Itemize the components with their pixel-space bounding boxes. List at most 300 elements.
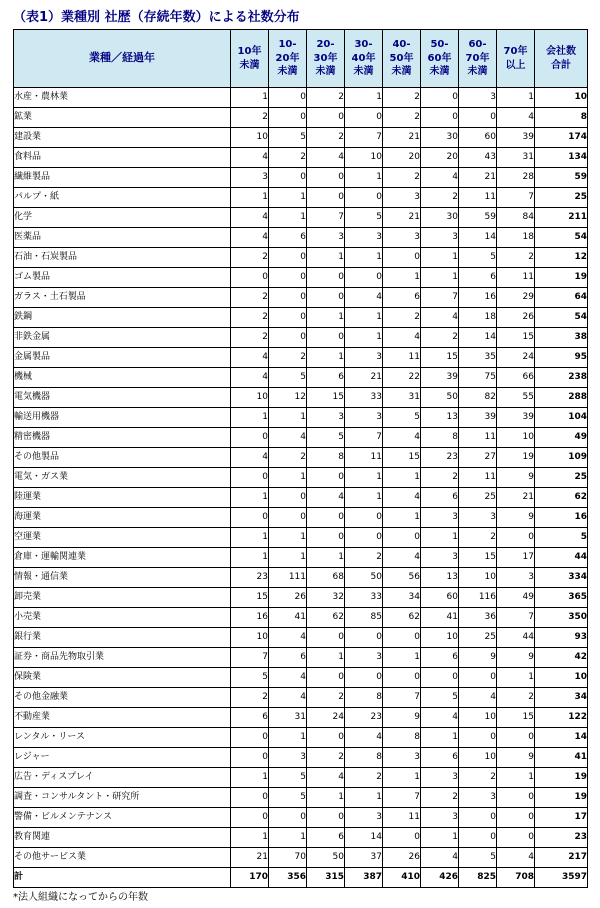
- industry-name: その他サービス業: [14, 848, 231, 868]
- count-cell: 4: [307, 148, 345, 168]
- industry-name: 海運業: [14, 508, 231, 528]
- count-cell: 6: [421, 648, 459, 668]
- header-col-line: 40-: [392, 39, 411, 51]
- total-cell: 25: [535, 468, 588, 488]
- count-cell: 0: [307, 668, 345, 688]
- count-cell: 60: [421, 588, 459, 608]
- count-cell: 9: [497, 748, 535, 768]
- count-cell: 1: [383, 508, 421, 528]
- count-cell: 0: [307, 328, 345, 348]
- count-cell: 3: [345, 408, 383, 428]
- count-cell: 1: [307, 548, 345, 568]
- industry-name: 広告・ディスプレイ: [14, 768, 231, 788]
- table-row: [14, 648, 588, 668]
- industry-name: 倉庫・運輸関連業: [14, 548, 231, 568]
- count-cell: 23: [421, 448, 459, 468]
- header-col-line: 70年: [465, 52, 490, 64]
- total-cell: 211: [535, 208, 588, 228]
- count-cell: 5: [383, 408, 421, 428]
- industry-name: 保険業: [14, 668, 231, 688]
- header-col-6: [459, 30, 497, 88]
- header-col-line: 20年: [275, 52, 300, 64]
- count-cell: 4: [421, 848, 459, 868]
- header-col-line: 20-: [316, 39, 335, 51]
- count-cell: 20: [421, 148, 459, 168]
- count-cell: 13: [421, 408, 459, 428]
- count-cell: 3: [345, 348, 383, 368]
- count-cell: 11: [459, 468, 497, 488]
- count-cell: 7: [497, 188, 535, 208]
- count-cell: 4: [383, 328, 421, 348]
- count-cell: 0: [459, 728, 497, 748]
- count-cell: 2: [383, 308, 421, 328]
- count-cell: 2: [307, 688, 345, 708]
- count-cell: 3: [345, 228, 383, 248]
- count-cell: 16: [231, 608, 269, 628]
- count-cell: 708: [497, 868, 535, 888]
- count-cell: 5: [459, 848, 497, 868]
- count-cell: 1: [345, 168, 383, 188]
- count-cell: 2: [231, 248, 269, 268]
- count-cell: 22: [383, 368, 421, 388]
- table-row: [14, 668, 588, 688]
- count-cell: 26: [383, 848, 421, 868]
- total-cell: 25: [535, 188, 588, 208]
- count-cell: 21: [383, 208, 421, 228]
- count-cell: 60: [459, 128, 497, 148]
- header-col-3: [345, 30, 383, 88]
- header-col-8: [535, 30, 588, 88]
- count-cell: 2: [231, 108, 269, 128]
- count-cell: 25: [459, 488, 497, 508]
- count-cell: 4: [269, 428, 307, 448]
- count-cell: 0: [269, 248, 307, 268]
- count-cell: 2: [383, 88, 421, 108]
- count-cell: 10: [231, 388, 269, 408]
- count-cell: 2: [345, 548, 383, 568]
- count-cell: 66: [497, 368, 535, 388]
- count-cell: 11: [345, 448, 383, 468]
- count-cell: 1: [345, 488, 383, 508]
- count-cell: 3: [421, 548, 459, 568]
- count-cell: 4: [231, 228, 269, 248]
- count-cell: 5: [459, 248, 497, 268]
- count-cell: 62: [383, 608, 421, 628]
- count-cell: 1: [231, 768, 269, 788]
- header-row: [14, 30, 588, 88]
- count-cell: 0: [231, 268, 269, 288]
- count-cell: 5: [269, 768, 307, 788]
- header-col-4: [383, 30, 421, 88]
- count-cell: 1: [269, 208, 307, 228]
- count-cell: 1: [345, 788, 383, 808]
- count-cell: 116: [459, 588, 497, 608]
- header-col-line: 未満: [239, 59, 260, 71]
- count-cell: 55: [497, 388, 535, 408]
- industry-name: 繊維製品: [14, 168, 231, 188]
- table-row: [14, 228, 588, 248]
- industry-name: 金属製品: [14, 348, 231, 368]
- count-cell: 24: [307, 708, 345, 728]
- count-cell: 15: [231, 588, 269, 608]
- industry-name: 卸売業: [14, 588, 231, 608]
- count-cell: 10: [345, 148, 383, 168]
- count-cell: 4: [421, 308, 459, 328]
- count-cell: 0: [421, 668, 459, 688]
- count-cell: 21: [459, 168, 497, 188]
- count-cell: 2: [269, 348, 307, 368]
- count-cell: 0: [231, 508, 269, 528]
- count-cell: 2: [421, 188, 459, 208]
- count-cell: 111: [269, 568, 307, 588]
- total-row: [14, 868, 588, 888]
- count-cell: 31: [497, 148, 535, 168]
- count-cell: 56: [383, 568, 421, 588]
- count-cell: 3: [421, 808, 459, 828]
- count-cell: 4: [269, 668, 307, 688]
- header-col-line: 以上: [505, 59, 526, 71]
- count-cell: 11: [459, 188, 497, 208]
- header-col-line: 10年: [237, 46, 262, 57]
- count-cell: 10: [459, 568, 497, 588]
- count-cell: 10: [459, 708, 497, 728]
- count-cell: 21: [231, 848, 269, 868]
- industry-name: 機械: [14, 368, 231, 388]
- count-cell: 62: [307, 608, 345, 628]
- count-cell: 2: [307, 128, 345, 148]
- count-cell: 0: [307, 508, 345, 528]
- count-cell: 10: [497, 428, 535, 448]
- header-col-line: 60-: [468, 39, 487, 51]
- count-cell: 356: [269, 868, 307, 888]
- count-cell: 4: [231, 448, 269, 468]
- table-row: [14, 788, 588, 808]
- table-row: [14, 428, 588, 448]
- industry-name: 電気機器: [14, 388, 231, 408]
- total-cell: 288: [535, 388, 588, 408]
- table-row: [14, 288, 588, 308]
- count-cell: 41: [269, 608, 307, 628]
- count-cell: 2: [269, 448, 307, 468]
- count-cell: 2: [497, 248, 535, 268]
- table-row: [14, 408, 588, 428]
- count-cell: 24: [497, 348, 535, 368]
- count-cell: 0: [421, 108, 459, 128]
- industry-name: 非鉄金属: [14, 328, 231, 348]
- count-cell: 2: [307, 748, 345, 768]
- table-row: [14, 448, 588, 468]
- count-cell: 0: [459, 668, 497, 688]
- table-row: [14, 488, 588, 508]
- count-cell: 8: [345, 748, 383, 768]
- industry-name: その他製品: [14, 448, 231, 468]
- count-cell: 12: [269, 388, 307, 408]
- count-cell: 0: [345, 508, 383, 528]
- count-cell: 16: [459, 288, 497, 308]
- count-cell: 6: [421, 488, 459, 508]
- count-cell: 6: [459, 268, 497, 288]
- header-col-line: 未満: [391, 66, 412, 78]
- count-cell: 0: [269, 488, 307, 508]
- header-col-line: 70年: [503, 46, 528, 57]
- count-cell: 84: [497, 208, 535, 228]
- table-row: [14, 248, 588, 268]
- header-col-line: 未満: [277, 66, 298, 78]
- count-cell: 3: [307, 408, 345, 428]
- count-cell: 21: [383, 128, 421, 148]
- count-cell: 0: [383, 248, 421, 268]
- count-cell: 1: [383, 268, 421, 288]
- total-cell: 93: [535, 628, 588, 648]
- count-cell: 4: [231, 368, 269, 388]
- table-row: [14, 588, 588, 608]
- header-col-1: [269, 30, 307, 88]
- total-cell: 41: [535, 748, 588, 768]
- count-cell: 1: [269, 728, 307, 748]
- industry-name: 鉱業: [14, 108, 231, 128]
- count-cell: 1: [307, 648, 345, 668]
- industry-name: 輸送用機器: [14, 408, 231, 428]
- count-cell: 4: [383, 488, 421, 508]
- total-cell: 17: [535, 808, 588, 828]
- count-cell: 1: [231, 828, 269, 848]
- count-cell: 2: [231, 288, 269, 308]
- count-cell: 0: [231, 428, 269, 448]
- count-cell: 3: [383, 188, 421, 208]
- total-cell: 109: [535, 448, 588, 468]
- count-cell: 0: [345, 188, 383, 208]
- count-cell: 15: [497, 708, 535, 728]
- count-cell: 2: [459, 768, 497, 788]
- count-cell: 1: [231, 528, 269, 548]
- count-cell: 0: [231, 748, 269, 768]
- header-col-line: 50-: [430, 39, 449, 51]
- count-cell: 39: [497, 128, 535, 148]
- count-cell: 2: [421, 788, 459, 808]
- count-cell: 4: [231, 348, 269, 368]
- count-cell: 7: [383, 688, 421, 708]
- count-cell: 39: [459, 408, 497, 428]
- count-cell: 4: [421, 168, 459, 188]
- count-cell: 4: [421, 708, 459, 728]
- count-cell: 1: [497, 768, 535, 788]
- table-row: [14, 688, 588, 708]
- count-cell: 0: [497, 528, 535, 548]
- header-col-2: [307, 30, 345, 88]
- count-cell: 11: [459, 428, 497, 448]
- industry-name: 電気・ガス業: [14, 468, 231, 488]
- count-cell: 5: [345, 208, 383, 228]
- table-row: [14, 548, 588, 568]
- industry-name: 化学: [14, 208, 231, 228]
- count-cell: 15: [497, 328, 535, 348]
- count-cell: 2: [307, 88, 345, 108]
- count-cell: 6: [269, 648, 307, 668]
- count-cell: 1: [269, 188, 307, 208]
- count-cell: 1: [231, 188, 269, 208]
- header-col-line: 30-: [354, 39, 373, 51]
- count-cell: 11: [383, 808, 421, 828]
- count-cell: 3: [307, 228, 345, 248]
- count-cell: 3: [231, 168, 269, 188]
- total-cell: 3597: [535, 868, 588, 888]
- total-cell: 350: [535, 608, 588, 628]
- count-cell: 8: [307, 448, 345, 468]
- count-cell: 4: [383, 428, 421, 448]
- count-cell: 1: [231, 88, 269, 108]
- total-cell: 174: [535, 128, 588, 148]
- count-cell: 0: [459, 828, 497, 848]
- industry-name: 情報・通信業: [14, 568, 231, 588]
- total-cell: 5: [535, 528, 588, 548]
- count-cell: 1: [231, 488, 269, 508]
- count-cell: 1: [307, 308, 345, 328]
- count-cell: 6: [307, 828, 345, 848]
- industry-name: パルプ・紙: [14, 188, 231, 208]
- count-cell: 0: [269, 808, 307, 828]
- count-cell: 3: [459, 788, 497, 808]
- total-cell: 62: [535, 488, 588, 508]
- count-cell: 4: [345, 288, 383, 308]
- total-label: 計: [14, 868, 231, 888]
- count-cell: 3: [421, 768, 459, 788]
- total-cell: 134: [535, 148, 588, 168]
- count-cell: 39: [421, 368, 459, 388]
- count-cell: 8: [421, 428, 459, 448]
- header-col-line: 未満: [353, 66, 374, 78]
- company-distribution-table: [13, 29, 588, 888]
- count-cell: 5: [269, 128, 307, 148]
- count-cell: 2: [383, 168, 421, 188]
- count-cell: 0: [497, 828, 535, 848]
- count-cell: 0: [307, 168, 345, 188]
- table-row: [14, 708, 588, 728]
- count-cell: 32: [307, 588, 345, 608]
- industry-name: 精密機器: [14, 428, 231, 448]
- table-row: [14, 128, 588, 148]
- total-cell: 334: [535, 568, 588, 588]
- industry-name: 警備・ビルメンテナンス: [14, 808, 231, 828]
- table-row: [14, 508, 588, 528]
- industry-name: 教育関連: [14, 828, 231, 848]
- count-cell: 4: [307, 488, 345, 508]
- count-cell: 1: [421, 728, 459, 748]
- count-cell: 15: [421, 348, 459, 368]
- count-cell: 1: [345, 468, 383, 488]
- header-col-line: 50年: [389, 52, 414, 64]
- table-row: [14, 848, 588, 868]
- total-cell: 12: [535, 248, 588, 268]
- count-cell: 1: [269, 528, 307, 548]
- count-cell: 8: [345, 688, 383, 708]
- count-cell: 0: [497, 728, 535, 748]
- industry-name: 建設業: [14, 128, 231, 148]
- count-cell: 0: [383, 668, 421, 688]
- count-cell: 0: [345, 628, 383, 648]
- count-cell: 39: [497, 408, 535, 428]
- industry-name: 鉄鋼: [14, 308, 231, 328]
- count-cell: 19: [497, 448, 535, 468]
- industry-name: 調査・コンサルタント・研究所: [14, 788, 231, 808]
- count-cell: 2: [231, 328, 269, 348]
- count-cell: 10: [459, 748, 497, 768]
- count-cell: 0: [231, 788, 269, 808]
- table-row: [14, 108, 588, 128]
- table-row: [14, 728, 588, 748]
- header-col-line: 未満: [429, 66, 450, 78]
- count-cell: 9: [383, 708, 421, 728]
- count-cell: 0: [307, 288, 345, 308]
- header-corner: 業種／経過年: [14, 30, 231, 88]
- header-col-7: [497, 30, 535, 88]
- industry-name: 空運業: [14, 528, 231, 548]
- count-cell: 4: [383, 548, 421, 568]
- total-cell: 238: [535, 368, 588, 388]
- count-cell: 4: [497, 108, 535, 128]
- count-cell: 2: [497, 688, 535, 708]
- count-cell: 5: [269, 368, 307, 388]
- count-cell: 29: [497, 288, 535, 308]
- count-cell: 2: [459, 528, 497, 548]
- count-cell: 0: [269, 268, 307, 288]
- table-row: [14, 748, 588, 768]
- count-cell: 5: [421, 688, 459, 708]
- count-cell: 1: [269, 828, 307, 848]
- table-row: [14, 768, 588, 788]
- count-cell: 20: [383, 148, 421, 168]
- count-cell: 36: [459, 608, 497, 628]
- count-cell: 82: [459, 388, 497, 408]
- count-cell: 1: [383, 648, 421, 668]
- count-cell: 1: [269, 548, 307, 568]
- count-cell: 0: [307, 808, 345, 828]
- header-col-0: [231, 30, 269, 88]
- count-cell: 1: [421, 248, 459, 268]
- count-cell: 0: [307, 108, 345, 128]
- count-cell: 1: [345, 308, 383, 328]
- table-title: （表1）業種別 社歴（存続年数）による社数分布: [13, 10, 300, 25]
- table-row: [14, 568, 588, 588]
- count-cell: 0: [269, 168, 307, 188]
- count-cell: 1: [307, 248, 345, 268]
- count-cell: 1: [269, 468, 307, 488]
- total-cell: 44: [535, 548, 588, 568]
- table-row: [14, 368, 588, 388]
- total-cell: 64: [535, 288, 588, 308]
- count-cell: 5: [307, 428, 345, 448]
- count-cell: 0: [345, 528, 383, 548]
- count-cell: 13: [421, 568, 459, 588]
- count-cell: 5: [231, 668, 269, 688]
- count-cell: 0: [421, 88, 459, 108]
- count-cell: 2: [345, 768, 383, 788]
- count-cell: 43: [459, 148, 497, 168]
- count-cell: 1: [269, 408, 307, 428]
- total-cell: 42: [535, 648, 588, 668]
- count-cell: 315: [307, 868, 345, 888]
- count-cell: 4: [269, 688, 307, 708]
- count-cell: 0: [345, 268, 383, 288]
- count-cell: 50: [345, 568, 383, 588]
- industry-name: 医薬品: [14, 228, 231, 248]
- table-row: [14, 148, 588, 168]
- count-cell: 68: [307, 568, 345, 588]
- count-cell: 0: [497, 808, 535, 828]
- count-cell: 10: [231, 628, 269, 648]
- count-cell: 15: [383, 448, 421, 468]
- total-cell: 59: [535, 168, 588, 188]
- table-row: [14, 528, 588, 548]
